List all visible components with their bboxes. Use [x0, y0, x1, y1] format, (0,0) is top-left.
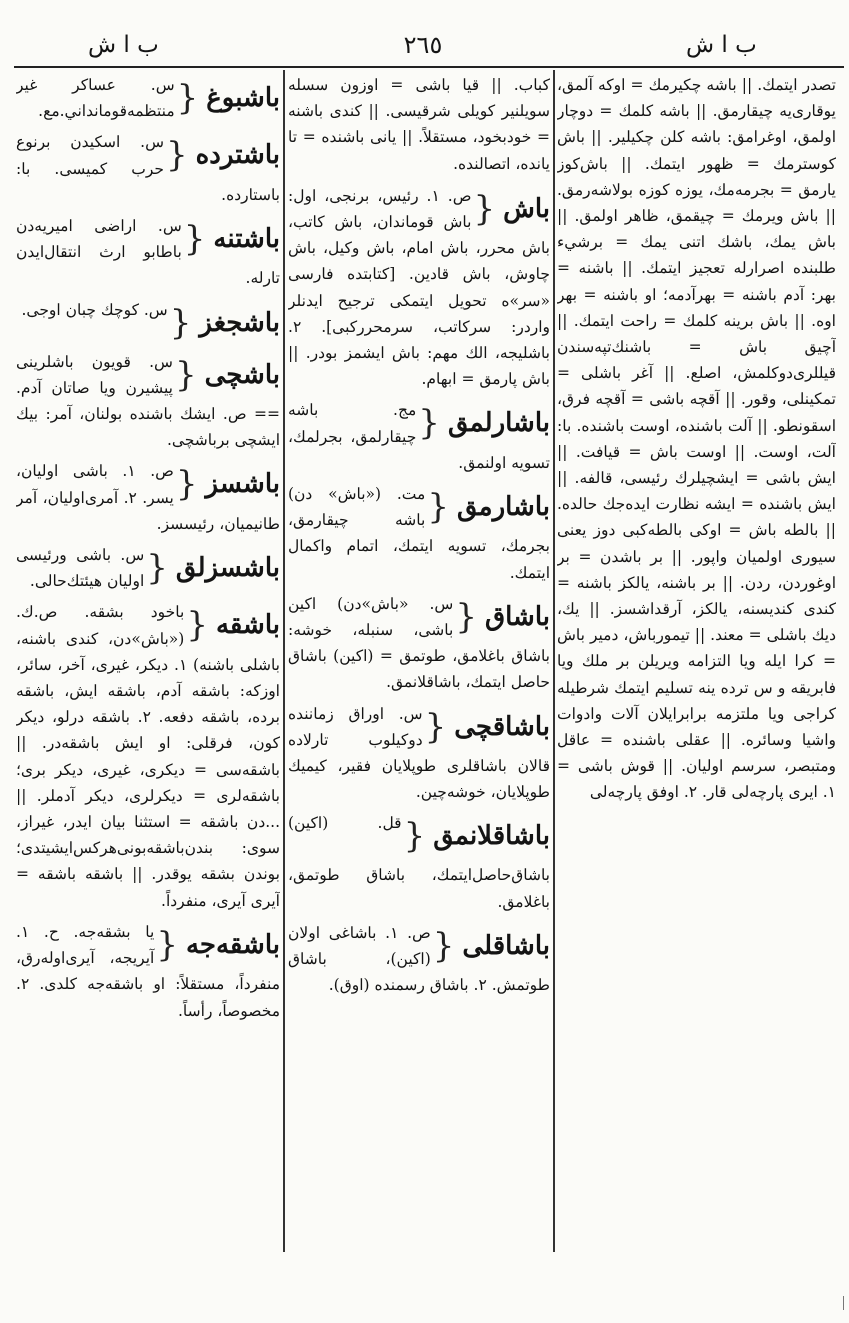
dictionary-entry — [16, 129, 280, 208]
dictionary-entry — [288, 183, 550, 393]
brace-icon: { — [424, 706, 447, 747]
column-divider-right — [553, 70, 555, 1252]
entry-definition: س. قويون باشلرينى پيشيرن ويا صاتان آدم. == ص. ايشك باشنده بولنان، آمر: بيك ايشچى برباشچى. — [16, 352, 280, 450]
brace-icon: { — [166, 135, 188, 176]
dictionary-entry — [288, 591, 550, 696]
entry-headword: باشترده — [195, 140, 280, 171]
entry-headword: باشقه — [215, 610, 280, 641]
column-divider-left — [283, 70, 285, 1252]
entry-definition: يا بشقه‌جه. ح. ١. آيريجه، آيرى‌اوله‌رق، منفرداً، مستقلاً: او باشقه‌جه كلدى. ٢. مخصوصاً، رأساً. — [16, 922, 280, 1020]
page-edge-mark — [843, 1296, 844, 1310]
entry-definition: قل. (اكين) باشاق‌حاصل‌ايتمك، باشاق طوتمق، باغلامق. — [288, 814, 550, 911]
dictionary-entry — [16, 919, 280, 1024]
entry-definition: س. كوچك چبان اوجى. — [21, 300, 168, 319]
entry-headword: باشتنه — [213, 224, 280, 255]
brace-icon: { — [455, 596, 477, 637]
brace-icon: { — [432, 925, 455, 966]
entry-headword: باشارمق — [456, 492, 550, 523]
entry-headword: باش — [503, 193, 550, 224]
dictionary-entry — [16, 542, 280, 594]
brace-icon: { — [473, 188, 496, 229]
entry-definition: س. باشى ورئيسى اوليان هيئتك‌حالى. — [16, 546, 145, 591]
brace-icon: { — [175, 464, 198, 505]
dictionary-entry — [16, 72, 280, 124]
brace-icon: { — [183, 219, 206, 260]
column-right — [557, 72, 836, 1252]
entry-definition: ص. ١. باشى اوليان، يسر. ٢. آمرى‌اوليان، آمر طانيميان، رئيسسز. — [16, 462, 280, 533]
column-middle-intro: كباب. || قيا باشى = اوزون سسله سويلنير كويلى شرقيسى. || كندى باشنه = خودبخود، مستقلاً. || يانى باشنده = تا يانده، اتصالنده. — [288, 76, 550, 173]
entry-definition: مج. باشه چيقارلمق، بجرلمك، تسويه اولنمق. — [288, 401, 550, 472]
entry-headword: باشچى — [204, 359, 280, 390]
brace-icon: { — [427, 487, 449, 528]
header-rule — [14, 66, 844, 68]
entry-headword: باشقه‌جه — [185, 929, 280, 960]
entry-definition: مت. («باش» دن) باشه چيقارمق، بجرمك، تسويه ايتمك، اتمام واكمال ايتمك. — [288, 485, 550, 582]
entry-definition: س. اسكيدن برنوع حرب كميسى. با: باستارده. — [16, 133, 280, 204]
dictionary-entry — [16, 297, 280, 343]
column-middle — [288, 72, 550, 1252]
entry-definition: س. «باش»دن) اكين باشى، سنبله، خوشه: باشاق باغلامق، طوتمق = (اكين) باشاق حاصل ايتمك، باشاقلانمق. — [288, 594, 550, 692]
entry-headword: باشسز — [205, 469, 280, 500]
entry-definition: ص. ١. باشاغى اولان (اكين)، باشاق طوتمش. ٢. باشاق رسمنده (اوق). — [288, 923, 550, 995]
brace-icon: { — [186, 605, 208, 646]
brace-icon: { — [146, 548, 168, 589]
dictionary-entry — [288, 810, 550, 914]
entry-headword: باشبوغ — [206, 83, 280, 113]
brace-icon: { — [174, 354, 197, 395]
page-header — [0, 0, 849, 66]
header-guide-word-right: ب ا ش — [686, 32, 757, 58]
brace-icon: { — [418, 403, 440, 444]
brace-icon: { — [403, 816, 426, 857]
entry-definition: ص. ١. رئيس، برنجى، اول: باش قوماندان، باش كاتب، باش محرر، باش امام، باش وكيل، باش چاوش، باش قادين. [كتابتده فارسى «سر»ه تحويل ايتمكى ترجيح ايدنلر واردر: سركاتب، سرمحرركبى]. ٢. باشليجه، الك مهم: باش ايشمز بودر. || باش پارمق = ابهام. — [288, 186, 550, 389]
dictionary-entry — [288, 397, 550, 476]
brace-icon: { — [169, 302, 192, 343]
entry-headword: باشاقلانمق — [433, 821, 550, 852]
column-right-text: تصدر ايتمك. || باشه چكيرمك = اوكه آلمق، يوقارى‌يه چيقارمق. || باشه كلمك = دوچار اولمق، اوغرامق: باشه كلن چكيلير. || باش كوسترمك = ظهور ايتمك. || باش‌كوز يارمق = بجرمه‌مك، يوزه كوزه بولاشه‌رمق. || باش ويرمك = چيقمق، ظاهر اولمق. || باش يمك، باشك اتنى يمك = برشيء طلبنده اصرارله تعجيز ايتمك. || باشنه = بهر: آدم باشنه = بهرآدمه؛ او باشنه = بهر اوه. || باش برينه كلمك = راحت ايتمك. || آچيق باش = باشنك‌تپه‌سندن قيللرى‌دوكلمش، اصلع. || آغر باشلى = تمكينلى، وقور. || آقچه باشى = آقچه فرق، اسقونطو. || آلت باشنده، اوست باشنده. با: آلت، اوست. || اوست باش = قيافت. || ايش باشى = ايشچيلرك رئيسى، قالفه. || ايش باشنده = ايشه نظارت ايده‌جك حالده. || بالطه باش = اوكى بالطه‌كبى دوز يعنى سيورى اولميان واپور. || بر باشدن = بر اوغوردن، ردن. || بر باشنه، يالكز باشنه = كندى كنديسنه، يالكز، آرقداشسز. || يك، ديك باشلى = معند. || تيمورباش، دمير باش = كرا ايله ويا التزامه ويريلن بر ملك ويا فابريقه و س ترده ينه تسليم ايتمك شرطيله كراجى ويا ملتزمه برابرايلان آلات وادوات واشيا وسائره. || عقلى باشنده = عاقل ومتبصر، سرسم اوليان. || قوش باشى = ١. ايرى پارچه‌لى قار. ٢. اوفق پارچه‌لى — [557, 76, 836, 802]
dictionary-entry — [16, 458, 280, 537]
dictionary-entry — [288, 701, 550, 806]
entry-definition: باخود بشقه. ص.ك. («باش»دن، كندى باشنه، باشلى باشنه) ١. ديكر، غيرى، آخر، سائر، اوزكه: باشقه آدم، باشقه ايش، باشقه برده، باشقه دفعه. ٢. باشقه درلو، ديكر كون، فرقلى: او ايش باشقه‌در. || باشقه‌سى = ديكرى، غيرى، ديكر برى؛ باشقه‌لرى = ديكرلرى، ديكر آدملر. || ...دن باشقه = استثنا بيان ايدر، غيراز، سوى: بندن‌باشقه‌بونى‌هركس‌ايشيتدى؛ بوندن بشقه يوقدر. || باشقه باشقه = آيرى آيرى، منفرداً. — [16, 603, 280, 910]
dictionary-entry — [16, 349, 280, 454]
brace-icon: { — [176, 78, 199, 118]
dictionary-entry — [288, 920, 550, 999]
entry-headword: باشاقلى — [462, 930, 550, 961]
brace-icon: { — [156, 924, 178, 965]
dictionary-entry — [288, 481, 550, 586]
header-guide-word-left: ب ا ش — [88, 32, 159, 58]
column-left — [16, 72, 280, 1252]
entry-headword: باشارلمق — [447, 408, 550, 439]
entry-definition: س. عساكر غير منتظمه‌قومانداني.مع. — [16, 76, 175, 121]
entry-headword: باشاقچى — [454, 711, 550, 742]
entry-headword: باشاق — [484, 601, 550, 632]
dictionary-entry — [16, 213, 280, 292]
dictionary-entry — [16, 599, 280, 913]
entry-headword: باشجغز — [199, 307, 280, 338]
entry-headword: باشسزلق — [175, 553, 280, 584]
entry-definition: س. اراضى اميريه‌دن باطابو ارث انتقال‌ايدن تارله. — [16, 217, 280, 288]
page-number: ٢٦٥ — [403, 31, 443, 59]
entry-definition: س. اوراق زماننده دوكيلوب تارلاده قالان باشاقلرى طوپلايان فقير، كيميك طوپلايان، خوشه‌چين. — [288, 704, 550, 802]
